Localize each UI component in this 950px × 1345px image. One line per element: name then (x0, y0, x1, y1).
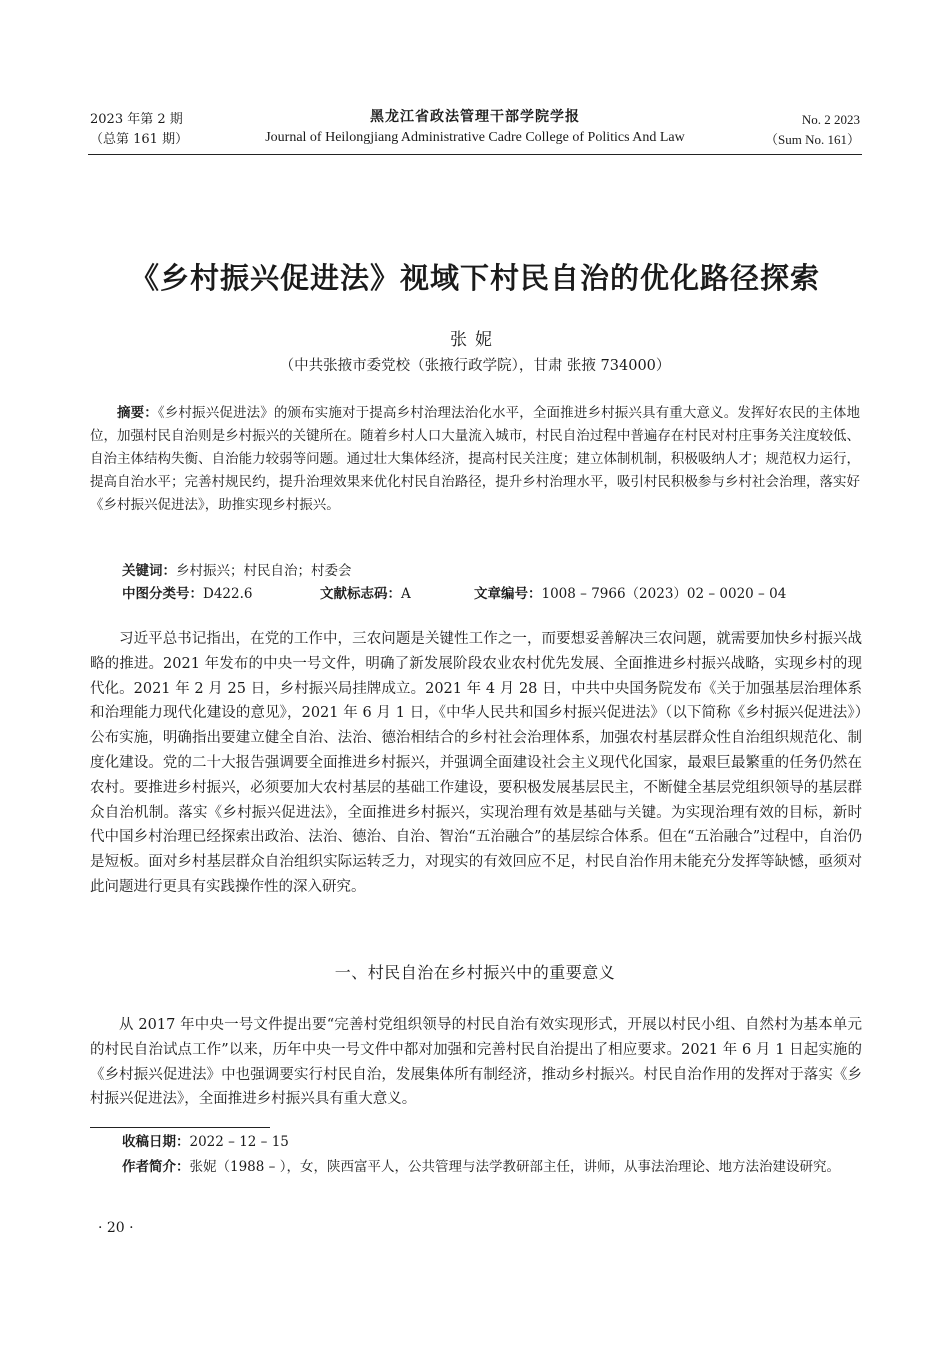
article-number-label: 文章编号： (474, 586, 542, 602)
received-value: 2022 – 12 – 15 (189, 1134, 289, 1150)
bio-label: 作者简介： (122, 1159, 190, 1175)
abstract-label: 摘要： (117, 405, 158, 421)
page-number: · 20 · (98, 1220, 134, 1236)
clc-value: D422.6 (203, 586, 253, 602)
issue-info (90, 110, 188, 150)
keywords (122, 560, 862, 582)
clc-code (122, 583, 252, 605)
author-affiliation: （中共张掖市委党校（张掖行政学院），甘肃 张掖 734000） (279, 358, 671, 374)
author-bio (122, 1156, 862, 1179)
journal-name-en: Journal of Heilongjiang Administrative Cadre College of Politics And Law (265, 130, 685, 145)
journal-name-cn: 黑龙江省政法管理干部学院学报 (370, 109, 580, 125)
section-heading-1: 一、村民自治在乡村振兴中的重要意义 (334, 963, 616, 982)
doc-value: A (401, 586, 411, 602)
article-number (474, 583, 786, 605)
keywords-text: 乡村振兴；村民自治；村委会 (176, 563, 352, 579)
issue-info-en (765, 110, 860, 150)
header-divider (88, 154, 862, 155)
clc-label: 中图分类号： (122, 586, 203, 602)
issue-year: 2023 年第 2 期 (90, 112, 183, 127)
doc-label: 文献标志码： (320, 586, 401, 602)
keywords-label: 关键词： (122, 563, 176, 579)
issue-sum-en: （Sum No. 161） (765, 132, 860, 147)
body-paragraph-1: 习近平总书记指出，在党的工作中，三农问题是关键性工作之一，而要想妥善解决三农问题，就需要加快乡村振兴战略的推进。2021 年发布的中央一号文件，明确了新发展阶段农业农村优先发展、全面推进乡村振兴战略，实现乡村的现代化。2021 年 2 月 25 日，乡村振兴局挂牌成立。2021 年 4 月 28 日，中共中央国务院发布《关于加强基层治理体系和治理能力现代化建设的意见》，2021 年 6 月 1 日，《中华人民共和国乡村振兴促进法》（以下简称《乡村振兴促进法》）公布实施，明确指出要建立健全自治、法治、德治相结合的乡村社会治理体系，加强农村基层群众性自治组织规范化、制度化建设。党的二十大报告强调要全面推进乡村振兴，并强调全面建设社会主义现代化国家，最艰巨最繁重的任务仍然在农村。要推进乡村振兴，必须要加大农村基层的基础工作建设，要积极发展基层民主，不断健全基层党组织领导的基层群众自治机制。落实《乡村振兴促进法》，全面推进乡村振兴，实现治理有效是基础与关键。为实现治理有效的目标，新时代中国乡村治理已经探索出政治、法治、德治、自治、智治“五治融合”的基层综合体系。但在“五治融合”过程中，自治仍是短板。面对乡村基层群众自治组织实际运转乏力，对现实的有效回应不足，村民自治作用未能充分发挥等缺憾，亟须对此问题进行更具有实践操作性的深入研究。 (90, 631, 862, 895)
received-date (122, 1131, 862, 1154)
article-title: 《乡村振兴促进法》视域下村民自治的优化路径探索 (129, 261, 820, 295)
journal-name (200, 106, 750, 148)
issue-total: （总第 161 期） (90, 132, 189, 147)
bio-value: 张妮（1988 – ），女，陕西富平人，公共管理与法学教研部主任，讲师，从事法治理论、地方法治建设研究。 (189, 1159, 840, 1175)
article-number-value: 1008 – 7966（2023）02 – 0020 – 04 (541, 586, 787, 602)
article-author: 张妮 (450, 330, 500, 350)
abstract-text: 《乡村振兴促进法》的颁布实施对于提高乡村治理法治化水平，全面推进乡村振兴具有重大意义。发挥好农民的主体地位，加强村民自治则是乡村振兴的关键所在。随着乡村人口大量流入城市，村民自治过程中普遍存在村民对村庄事务关注度较低、自治主体结构失衡、自治能力较弱等问题。通过壮大集体经济，提高村民关注度；建立体制机制，积极吸纳人才；规范权力运行，提高自治水平；完善村规民约，提升治理效果来优化村民自治路径，提升乡村治理水平，吸引村民积极参与乡村社会治理，落实好《乡村振兴促进法》，助推实现乡村振兴。 (90, 405, 861, 513)
abstract (90, 402, 860, 517)
footnote-divider (90, 1127, 270, 1128)
issue-number-en: No. 2 2023 (801, 112, 860, 127)
received-label: 收稿日期： (122, 1134, 190, 1150)
body-paragraph-2: 从 2017 年中央一号文件提出要“完善村党组织领导的村民自治有效实现形式，开展以村民小组、自然村为基本单元的村民自治试点工作”以来，历年中央一号文件中都对加强和完善村民自治提出了相应要求。2021 年 6 月 1 日起实施的《乡村振兴促进法》中也强调要实行村民自治，发展集体所有制经济，推动乡村振兴。村民自治作用的发挥对于落实《乡村振兴促进法》，全面推进乡村振兴具有重大意义。 (90, 1017, 862, 1108)
document-code (320, 583, 411, 605)
